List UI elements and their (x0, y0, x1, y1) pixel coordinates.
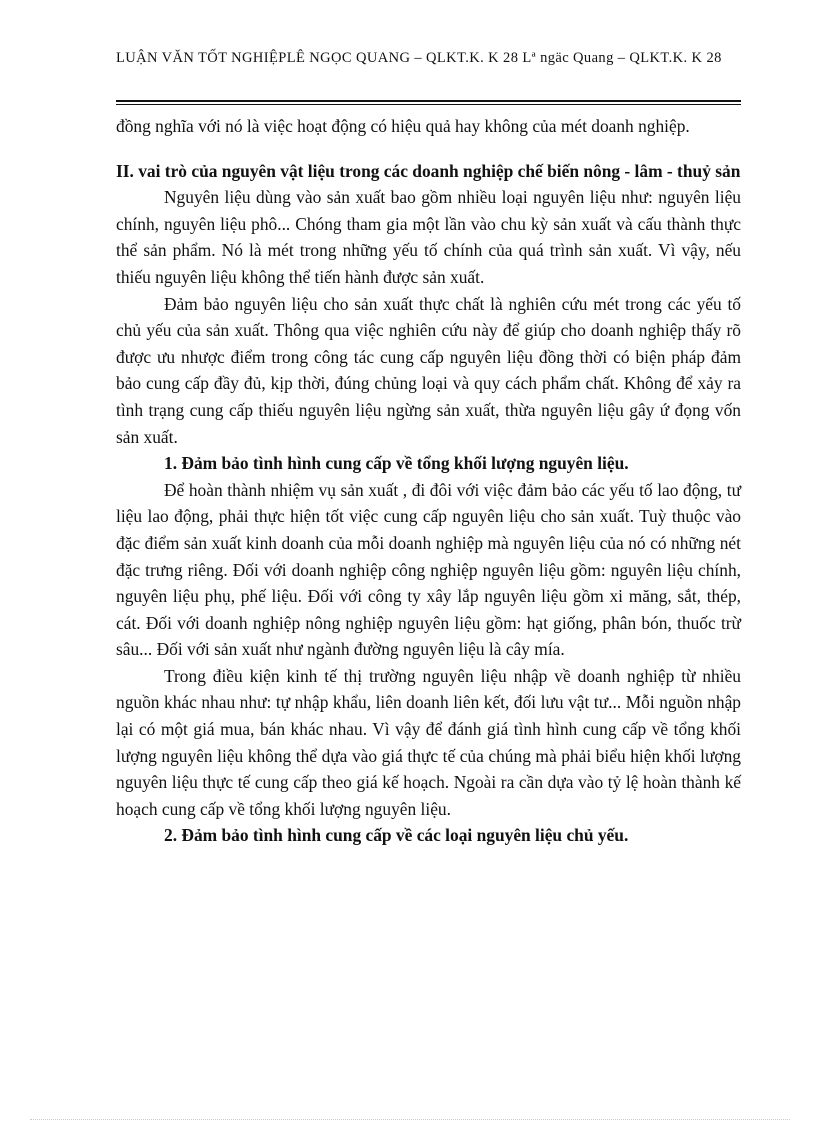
paragraph-intro: đồng nghĩa với nó là việc hoạt động có hiệu quả hay không của mét doanh nghiệp. (116, 116, 690, 136)
paragraph-3: Để hoàn thành nhiệm vụ sản xuất , đi đôi với việc đảm bảo các yếu tố lao động, tư liệu lao động, phải thực hiện tốt việc cung cấp nguyên liệu cho sản xuất. Tuỳ thuộc vào đặc điểm sản xuất kinh doanh của mỗi doanh nghiệp mà nguyên liệu của nó có những nét đặc trưng riêng. Đối với doanh nghiệp công nghiệp nguyên liệu gồm: nguyên liệu chính, nguyên liệu phụ, phế liệu. Đối với công ty xây lắp nguyên liệu gồm xi măng, sắt, thép, cát. Đối với doanh nghiệp nông nghiệp nguyên liệu gồm: hạt giống, phân bón, thuốc trừ sâu... Đối với sản xuất như ngành đường nguyên liệu là cây mía. (116, 479, 741, 660)
header-rule-thick (116, 100, 741, 102)
page-body (116, 113, 741, 849)
section-heading: II. vai trò của nguyên vật liệu trong các doanh nghiệp chế biến nông - lâm - thuỷ sản (116, 160, 741, 181)
paragraph-1: Nguyên liệu dùng vào sản xuất bao gồm nhiều loại nguyên liệu như: nguyên liệu chính, nguyên liệu phô... Chóng tham gia một lần vào chu kỳ sản xuất và cấu thành thực thể sản phẩm. Nó là mét trong những yếu tố chính của quá trình sản xuất. Vì vậy, nếu thiếu nguyên liệu không thể tiến hành được sản xuất. (116, 187, 741, 287)
paragraph-4: Trong điều kiện kinh tế thị trường nguyên liệu nhập về doanh nghiệp từ nhiều nguồn khác nhau như: tự nhập khẩu, liên doanh liên kết, đối lưu vật tư... Mỗi nguồn nhập lại có một giá mua, bán khác nhau. Vì vậy để đánh giá tình hình cung cấp về tổng khối lượng nguyên liệu không thể dựa vào giá thực tế của chúng mà phải biểu hiện khối lượng nguyên liệu thực tế cung cấp theo giá kế hoạch. Ngoài ra cần dựa vào tỷ lệ hoàn thành kế hoạch cung cấp về tổng khối lượng nguyên liệu. (116, 665, 741, 819)
subheading-1: 1. Đảm bảo tình hình cung cấp về tổng khối lượng nguyên liệu. (164, 453, 629, 474)
paragraph-2: Đảm bảo nguyên liệu cho sản xuất thực chất là nghiên cứu mét trong các yếu tố chủ yếu của sản xuất. Thông qua việc nghiên cứu này để giúp cho doanh nghiệp thấy rõ được ưu nhược điểm trong công tác cung cấp nguyên liệu đồng thời có biện pháp đảm bảo cung cấp đầy đủ, kịp thời, đúng chủng loại và quy cách phẩm chất. Không để xảy ra tình trạng cung cấp thiếu nguyên liệu ngừng sản xuất, thừa nguyên liệu gây ứ đọng vốn sản xuất. (116, 293, 741, 447)
running-header: LUẬN VĂN TỐT NGHIỆPLÊ NGỌC QUANG – QLKT.K. K 28 Lª ngäc Quang – QLKT.K. K 28 (116, 50, 722, 66)
page-bottom-divider (30, 1119, 790, 1120)
subheading-2: 2. Đảm bảo tình hình cung cấp về các loại nguyên liệu chủ yếu. (164, 825, 629, 846)
header-rule-thin (116, 104, 741, 105)
